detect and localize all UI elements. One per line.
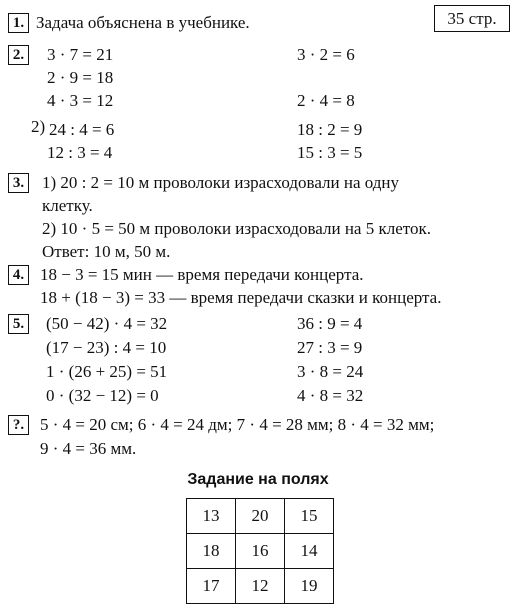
task-5-left-1: (50 − 42) · 4 = 32 [46,314,168,333]
task-2-right-2: 2 · 4 = 8 [297,91,355,110]
bonus-task-line-2: 9 · 4 = 36 мм. [40,439,137,458]
grid-cell: 12 [236,569,285,604]
task-4-number: 4. [8,265,29,285]
task-1-number: 1. [8,13,29,33]
task-2-number: 2. [8,45,29,65]
task-5-left-4: 0 · (32 − 12) = 0 [46,386,159,405]
task-2-left-2: 2 · 9 = 18 [47,68,114,87]
task-2-left2-1: 24 : 4 = 6 [49,120,115,139]
task-5-right-3: 3 · 8 = 24 [297,362,364,381]
task-5-right-2: 27 : 3 = 9 [297,338,363,357]
task-5-left-3: 1 · (26 + 25) = 51 [46,362,168,381]
grid-cell: 15 [285,499,334,534]
task-5-left-2: (17 − 23) : 4 = 10 [46,338,167,357]
grid-row [187,569,334,604]
grid-cell: 17 [187,569,236,604]
magic-square-grid [186,498,334,604]
task-3-line-1: 1) 20 : 2 = 10 м проволоки израсходовали на одну [42,173,400,192]
grid-cell: 19 [285,569,334,604]
task-2-left-3: 4 · 3 = 12 [47,91,114,110]
task-2-left-1: 3 · 7 = 21 [47,45,114,64]
task-2-left2-2: 12 : 3 = 4 [47,143,113,162]
task-2-right2-1: 18 : 2 = 9 [297,120,363,139]
task-5-right-4: 4 · 8 = 32 [297,386,364,405]
margin-task-title: Задание на полях [187,471,329,488]
task-5-number: 5. [8,314,29,334]
task-1-text: Задача объяснена в учебнике. [36,13,250,32]
task-2-right2-2: 15 : 3 = 5 [297,143,363,162]
task-3-line-3: 2) 10 · 5 = 50 м проволоки израсходовали на 5 клеток. [42,219,431,238]
grid-row [187,499,334,534]
grid-cell: 13 [187,499,236,534]
grid-cell: 18 [187,534,236,569]
grid-cell: 20 [236,499,285,534]
task-4-line-2: 18 + (18 − 3) = 33 — время передачи сказки и концерта. [40,288,442,307]
task-3-line-4: Ответ: 10 м, 50 м. [42,242,171,261]
grid-cell: 14 [285,534,334,569]
bonus-task-number: ?. [8,415,29,435]
bonus-task-line-1: 5 · 4 = 20 см; 6 · 4 = 24 дм; 7 · 4 = 28 мм; 8 · 4 = 32 мм; [40,415,435,434]
grid-row [187,534,334,569]
task-3-line-2: клетку. [42,196,93,215]
task-4-line-1: 18 − 3 = 15 мин — время передачи концерта. [40,265,364,284]
task-3-number: 3. [8,173,29,193]
grid-cell: 16 [236,534,285,569]
task-2-right-1: 3 · 2 = 6 [297,45,355,64]
task-5-right-1: 36 : 9 = 4 [297,314,363,333]
task-2-part2-label: 2) [31,117,46,136]
page-number-box: 35 стр. [434,5,510,32]
